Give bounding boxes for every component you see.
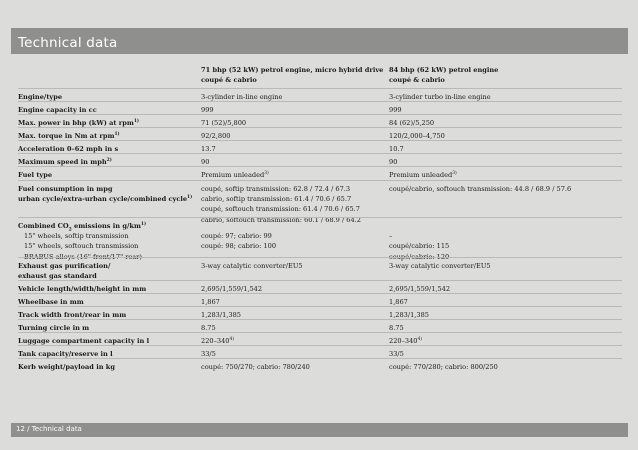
- cell-engine-1: 3-cylinder in-line engine: [201, 93, 283, 101]
- cell-engine-2: 3-way catalytic converter/EU5: [389, 262, 491, 270]
- table-row: [18, 88, 622, 102]
- cell-engine-2: – coupé/cabrio: 115 coupé/cabrio: 120: [389, 232, 450, 261]
- table-row: [18, 101, 622, 115]
- page-footer: [11, 423, 628, 437]
- cell-engine-2: 8.75: [389, 324, 404, 332]
- table-row: [18, 166, 622, 181]
- cell-engine-1: 1,867: [201, 298, 220, 306]
- row-label: Kerb weight/payload in kg: [18, 363, 115, 371]
- cell-engine-1: Premium unleaded$^{3)}$: [201, 170, 269, 179]
- row-label: Tank capacity/reserve in l: [18, 350, 113, 358]
- page-number-label: 12 / Technical data: [16, 425, 82, 433]
- cell-engine-2: 2,695/1,559/1,542: [389, 285, 451, 293]
- row-label: Turning circle in m: [18, 324, 90, 332]
- row-label: Wheelbase in mm: [18, 298, 84, 306]
- row-label: Track width front/rear in mm: [18, 311, 127, 319]
- cell-engine-2: 33/5: [389, 350, 404, 358]
- row-label: Max. torque in Nm at rpm$^{1)}$: [18, 131, 120, 140]
- row-label: Acceleration 0–62 mph in s: [18, 145, 119, 153]
- table-row: [18, 345, 622, 359]
- table-row: [18, 332, 622, 346]
- row-label: Luggage compartment capacity in l: [18, 337, 150, 345]
- cell-engine-1: 71 (52)/5,800: [201, 119, 247, 127]
- cell-engine-2: 90: [389, 158, 398, 166]
- section-header: [11, 28, 628, 54]
- cell-engine-2: coupé: 770/280; cabrio: 800/250: [389, 363, 498, 371]
- row-label: Engine capacity in cc: [18, 106, 97, 114]
- row-label: Fuel consumption in mpg urban cycle/extra-urban cycle/combined cycle$^{1)}$: [18, 185, 193, 204]
- row-label: Combined $CO_2$ emissions in $g/km^{1)}$ 15" wheels, softip transmission 15" wheels, softouch transmission BRABUS alloys (16" front/17" rear): [18, 221, 147, 261]
- table-row: [18, 319, 622, 333]
- column-header-engine-2: 84 bhp (62 kW) petrol engine coupé & cabrio: [389, 66, 499, 84]
- section-title: Technical data: [18, 35, 118, 51]
- cell-engine-2: 1,867: [389, 298, 408, 306]
- cell-engine-1: coupé, softip transmission: 62.8 / 72.4 / 67.3 cabrio, softip transmission: 61.4 / 70.6 / 65.7 coupé, softouch transmission: 61.4 / 70.6 / 65.7 cabrio, softouch transmission: 60.1 / 68.9 / 64.2: [201, 185, 361, 224]
- cell-engine-2: 10.7: [389, 145, 404, 153]
- cell-engine-2: 84 (62)/5,250: [389, 119, 435, 127]
- row-label: Maximum speed in mph$^{2)}$: [18, 157, 112, 166]
- table-row: [18, 153, 622, 167]
- table-row: [18, 217, 622, 261]
- cell-engine-1: 3-way catalytic converter/EU5: [201, 262, 303, 270]
- table-row: [18, 114, 622, 128]
- table-row: [18, 306, 622, 320]
- table-row: [18, 140, 622, 154]
- row-label: Max. power in bhp (kW) at rpm$^{1)}$: [18, 118, 139, 127]
- cell-engine-1: 92/2,800: [201, 132, 231, 140]
- column-header-engine-1: 71 bhp (52 kW) petrol engine, micro hybrid drive coupé & cabrio: [201, 66, 384, 84]
- cell-engine-2: coupé/cabrio, softouch transmission: 44.8 / 68.9 / 57.6: [389, 185, 572, 193]
- cell-engine-2: 120/2,000–4,750: [389, 132, 445, 140]
- cell-engine-2: Premium unleaded$^{3)}$: [389, 170, 457, 179]
- row-label: Exhaust gas purification/ exhaust gas standard: [18, 262, 111, 281]
- table-row: [18, 127, 622, 141]
- table-row: [18, 257, 622, 281]
- cell-engine-1: 999: [201, 106, 214, 114]
- cell-engine-2: 3-cylinder turbo in-line engine: [389, 93, 491, 101]
- cell-engine-2: 220–340$^{4)}$: [389, 336, 422, 345]
- row-label: Vehicle length/width/height in mm: [18, 285, 147, 293]
- row-label: Fuel type: [18, 171, 53, 179]
- row-label: Engine/type: [18, 93, 63, 101]
- cell-engine-1: 90: [201, 158, 210, 166]
- cell-engine-1: 220–340$^{4)}$: [201, 336, 234, 345]
- cell-engine-1: 8.75: [201, 324, 216, 332]
- cell-engine-1: 33/5: [201, 350, 216, 358]
- cell-engine-1: 2,695/1,559/1,542: [201, 285, 263, 293]
- cell-engine-2: 999: [389, 106, 402, 114]
- cell-engine-2: 1,283/1,385: [389, 311, 429, 319]
- table-row: [18, 180, 622, 224]
- table-row: [18, 293, 622, 307]
- cell-engine-1: 13.7: [201, 145, 216, 153]
- cell-engine-1: coupé: 750/270; cabrio: 780/240: [201, 363, 310, 371]
- cell-engine-1: 1,283/1,385: [201, 311, 241, 319]
- cell-engine-1: coupé: 97; cabrio: 99 coupé: 98; cabrio: 100 –: [201, 232, 277, 261]
- table-row: [18, 358, 622, 372]
- table-row: [18, 280, 622, 294]
